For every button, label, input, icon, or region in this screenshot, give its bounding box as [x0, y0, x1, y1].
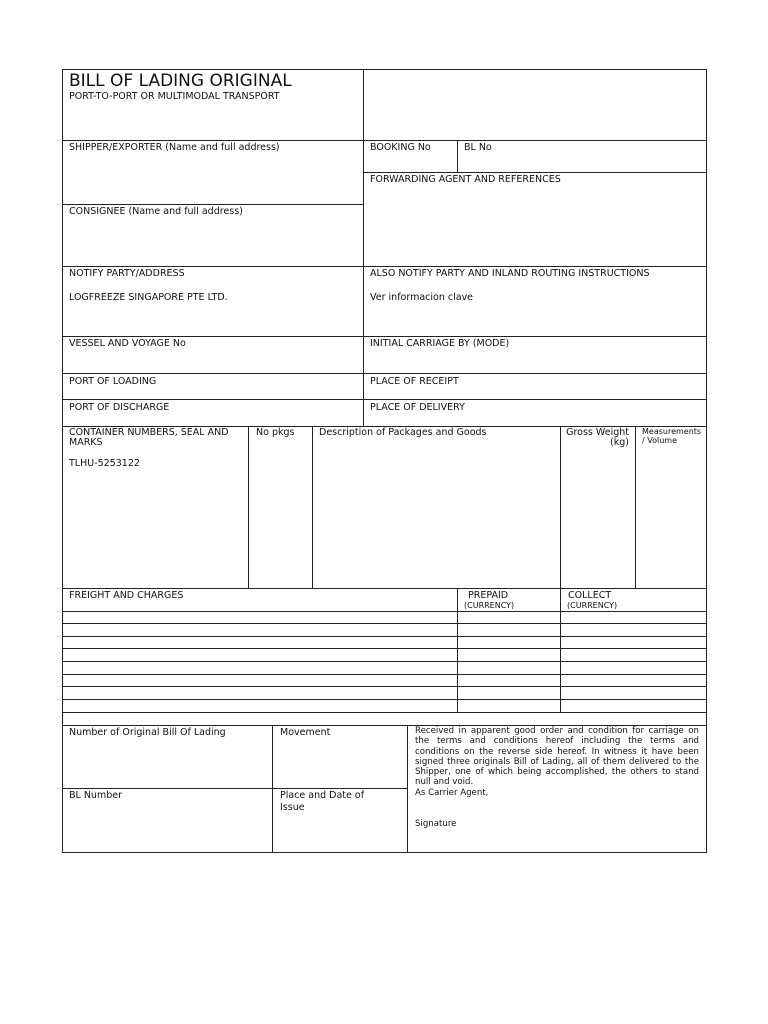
cargo-col-3 [560, 426, 561, 588]
originals-label: Number of Original Bill Of Lading [69, 727, 226, 738]
place-date-label: Place and Date of [280, 790, 365, 801]
no-pkgs-label: No pkgs [256, 427, 295, 438]
terms-text: Received in apparent good order and condition for carriage on the terms and conditions hereof including the terms and conditions on the reverse side hereof. In witness it have been signed three originals Bill of Lading, all of them delivered to the Shipper, one of which being accomplished, the others to stand null and void. [415, 726, 699, 788]
container-label-marks: MARKS [69, 437, 103, 448]
place-delivery-label: PLACE OF DELIVERY [370, 402, 465, 413]
signature-label: Signature [415, 819, 457, 829]
footer-col-1 [272, 725, 273, 853]
border-bottom [62, 852, 707, 853]
bl-number-label: BL Number [69, 790, 122, 801]
issue-label: Issue [280, 802, 305, 813]
divider-discharge [62, 399, 707, 400]
border-left [62, 69, 63, 853]
also-notify-value: Ver informacion clave [370, 292, 474, 303]
notify-value: LOGFREEZE SINGAPORE PTE LTD. [69, 292, 228, 303]
booking-label: BOOKING No [370, 142, 431, 153]
cargo-col-4 [635, 426, 636, 588]
forwarding-label: FORWARDING AGENT AND REFERENCES [370, 174, 561, 185]
freight-row-line [62, 699, 707, 700]
document-title: BILL OF LADING ORIGINAL [69, 71, 292, 91]
divider-notify [62, 266, 707, 267]
collect-label: COLLECT [568, 590, 612, 601]
collect-currency: (CURRENCY) [567, 601, 618, 610]
cargo-col-2 [312, 426, 313, 588]
divider-consignee [62, 204, 364, 205]
cargo-col-1 [248, 426, 249, 588]
bl-no-label: BL No [464, 142, 492, 153]
divider-freight [62, 588, 707, 589]
place-receipt-label: PLACE OF RECEIPT [370, 376, 459, 387]
prepaid-currency: (CURRENCY) [464, 601, 515, 610]
notify-label: NOTIFY PARTY/ADDRESS [69, 268, 185, 279]
container-label: CONTAINER NUMBERS, SEAL AND [69, 427, 229, 438]
description-label: Description of Packages and Goods [319, 427, 487, 438]
freight-row-line [62, 674, 707, 675]
measurements-label: Measurements [642, 427, 702, 436]
vessel-label: VESSEL AND VOYAGE No [69, 338, 186, 349]
gross-weight-label: Gross Weight [566, 427, 629, 438]
footer-col-2 [407, 725, 408, 853]
freight-col-1 [457, 588, 458, 713]
freight-col-2 [560, 588, 561, 713]
divider-footer-mid [62, 788, 408, 789]
freight-row-line [62, 648, 707, 649]
border-top [62, 69, 707, 70]
booking-bl-divider [457, 140, 458, 172]
divider-loading [62, 373, 707, 374]
also-notify-label: ALSO NOTIFY PARTY AND INLAND ROUTING INSTRUCTIONS [370, 268, 650, 279]
freight-row-line [62, 611, 707, 612]
port-discharge-label: PORT OF DISCHARGE [69, 402, 170, 413]
freight-row-line [62, 712, 707, 713]
consignee-label: CONSIGNEE (Name and full address) [69, 206, 243, 217]
carrier-agent-label: As Carrier Agent, [415, 788, 489, 798]
document-subtitle: PORT-TO-PORT OR MULTIMODAL TRANSPORT [69, 91, 280, 102]
container-number: TLHU-5253122 [69, 458, 140, 469]
shipper-label: SHIPPER/EXPORTER (Name and full address) [69, 142, 280, 153]
freight-label: FREIGHT AND CHARGES [69, 590, 184, 601]
volume-label: / Volume [642, 436, 677, 445]
divider-forwarding [363, 172, 707, 173]
freight-row-line [62, 661, 707, 662]
freight-row-line [62, 686, 707, 687]
freight-row-line [62, 636, 707, 637]
border-right [706, 69, 707, 853]
gross-weight-unit: (kg) [610, 437, 629, 448]
divider-shipper [62, 140, 707, 141]
prepaid-label: PREPAID [468, 590, 509, 601]
initial-carriage-label: INITIAL CARRIAGE BY (MODE) [370, 338, 510, 349]
movement-label: Movement [280, 727, 331, 738]
port-loading-label: PORT OF LOADING [69, 376, 157, 387]
freight-row-line [62, 623, 707, 624]
divider-vessel [62, 336, 707, 337]
